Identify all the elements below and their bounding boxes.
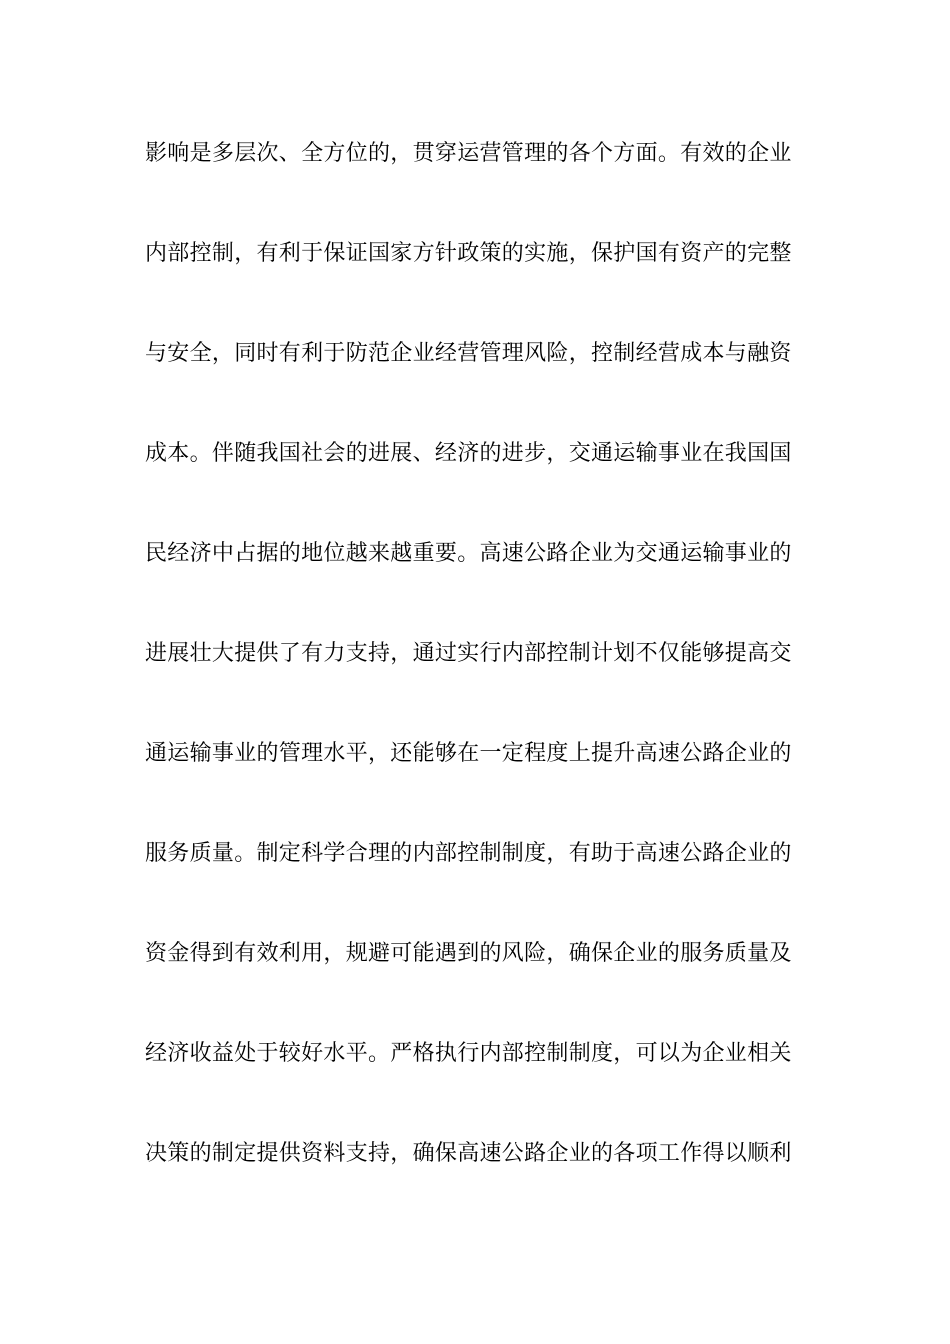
text-line: 成本。伴随我国社会的进展、经济的进步，交通运输事业在我国国 — [145, 441, 792, 466]
text-line: 与安全，同时有利于防范企业经营管理风险，控制经营成本与融资 — [145, 341, 792, 366]
text-line: 民经济中占据的地位越来越重要。高速公路企业为交通运输事业的 — [145, 541, 792, 566]
text-line: 经济收益处于较好水平。严格执行内部控制制度，可以为企业相关 — [145, 1041, 792, 1066]
text-line: 服务质量。制定科学合理的内部控制制度，有助于高速公路企业的 — [145, 841, 792, 866]
text-line: 进展壮大提供了有力支持，通过实行内部控制计划不仅能够提高交 — [145, 641, 792, 666]
text-line: 资金得到有效利用，规避可能遇到的风险，确保企业的服务质量及 — [145, 941, 792, 966]
body-text — [145, 130, 815, 1230]
text-line: 决策的制定提供资料支持，确保高速公路企业的各项工作得以顺利 — [145, 1141, 792, 1166]
text-line: 内部控制，有利于保证国家方针政策的实施，保护国有资产的完整 — [145, 241, 792, 266]
text-line: 通运输事业的管理水平，还能够在一定程度上提升高速公路企业的 — [145, 741, 792, 766]
text-line: 影响是多层次、全方位的，贯穿运营管理的各个方面。有效的企业 — [145, 141, 792, 166]
